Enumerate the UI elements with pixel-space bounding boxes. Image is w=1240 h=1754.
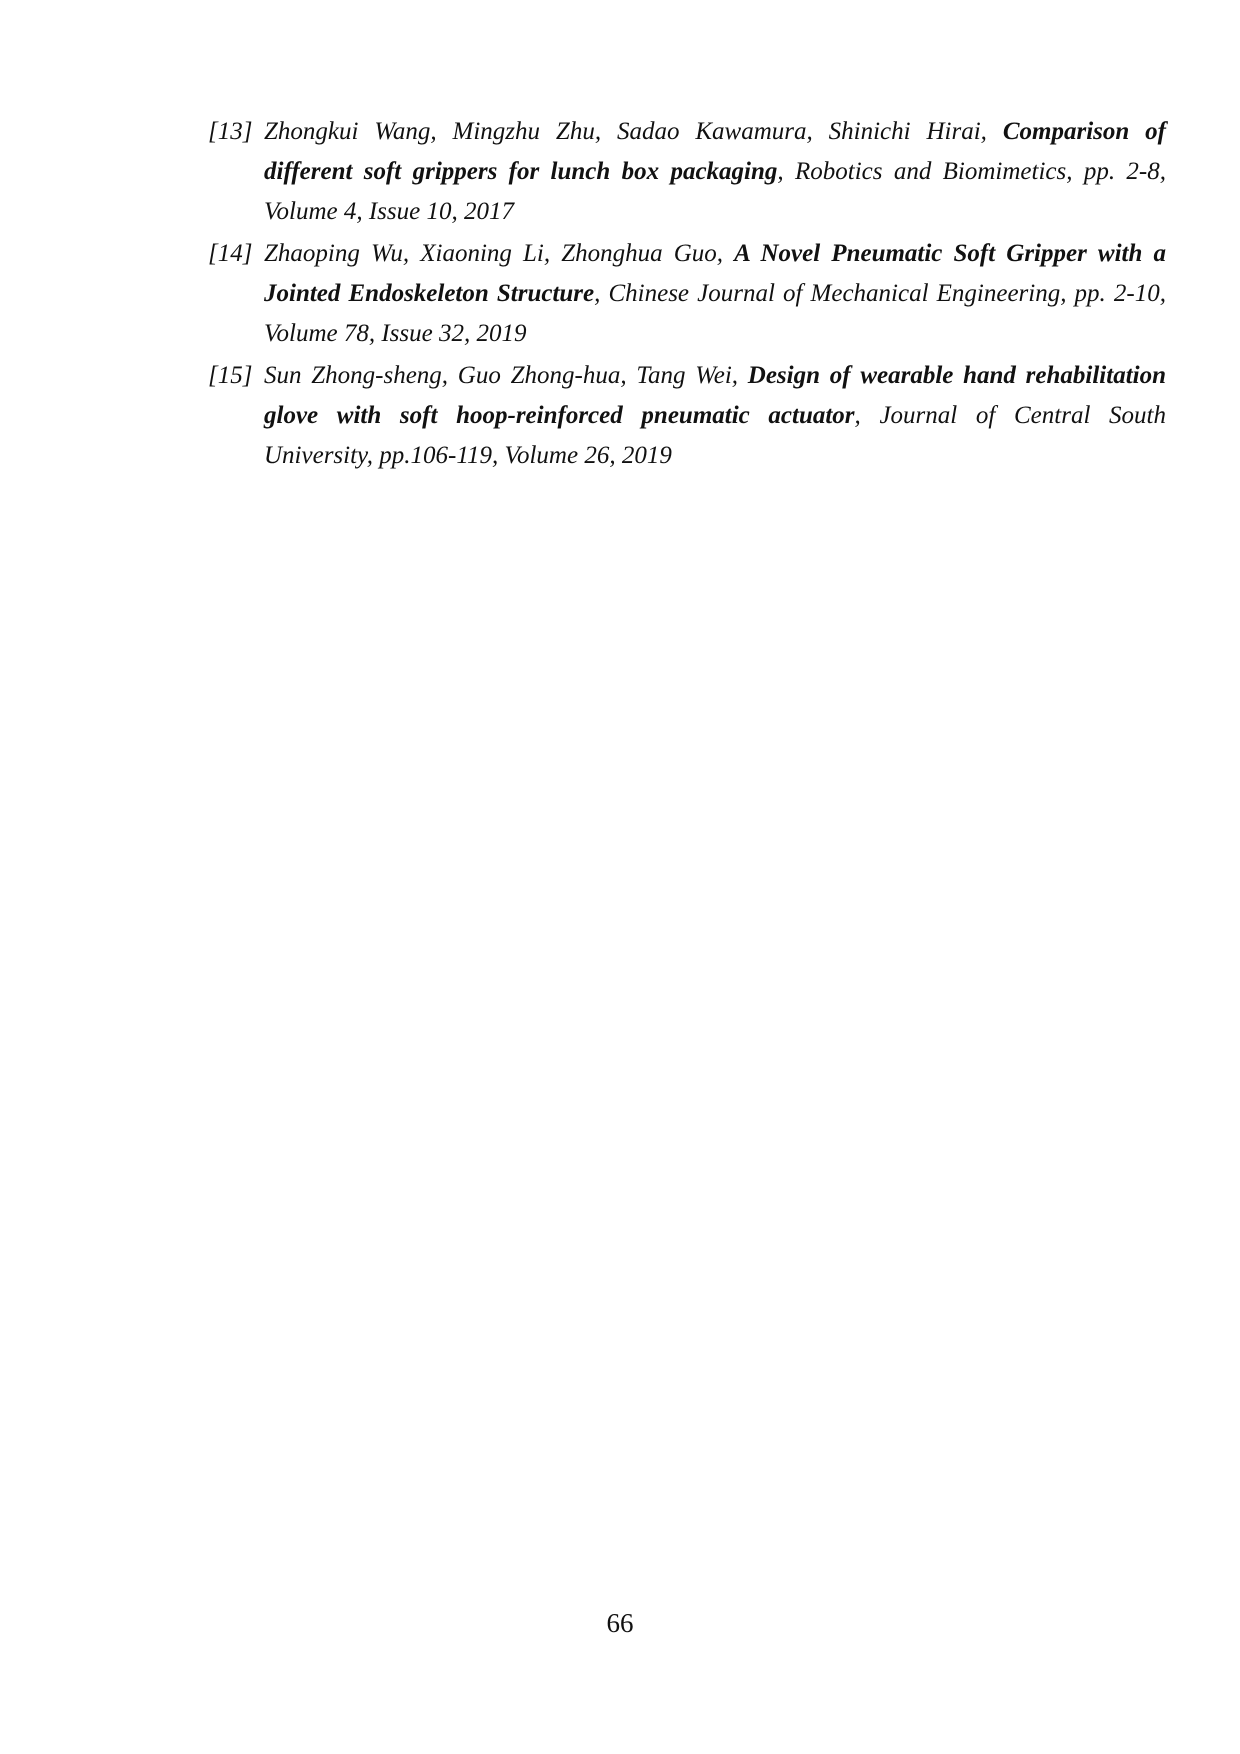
reference-item <box>208 356 1166 476</box>
reference-item <box>208 112 1166 232</box>
reference-number: [14] <box>208 240 253 267</box>
reference-number: [13] <box>208 118 253 145</box>
reference-title: A Novel Pneumatic Soft Gripper with a Jointed Endoskeleton Structure <box>264 240 1166 307</box>
reference-title: Comparison of different soft grippers for lunch box packaging <box>264 118 1166 185</box>
reference-source: , Chinese Journal of Mechanical Engineering, pp. 2-10, Volume 78, Issue 32, 2019 <box>264 280 1166 347</box>
reference-authors: Sun Zhong-sheng, Guo Zhong-hua, Tang Wei, <box>264 362 748 389</box>
reference-source: , Journal of Central South University, pp.106-119, Volume 26, 2019 <box>264 402 1167 469</box>
reference-number: [15] <box>208 362 253 389</box>
reference-authors: Zhaoping Wu, Xiaoning Li, Zhonghua Guo, <box>264 240 735 267</box>
reference-title: Design of wearable hand rehabilitation glove with soft hoop-reinforced pneumatic actuator <box>264 362 1166 429</box>
reference-item <box>208 234 1166 354</box>
reference-source: , Robotics and Biomimetics, pp. 2-8, Volume 4, Issue 10, 2017 <box>264 158 1166 225</box>
reference-list <box>208 112 1166 478</box>
reference-authors: Zhongkui Wang, Mingzhu Zhu, Sadao Kawamura, Shinichi Hirai, <box>264 118 1003 145</box>
page-number: 66 <box>606 1608 634 1638</box>
